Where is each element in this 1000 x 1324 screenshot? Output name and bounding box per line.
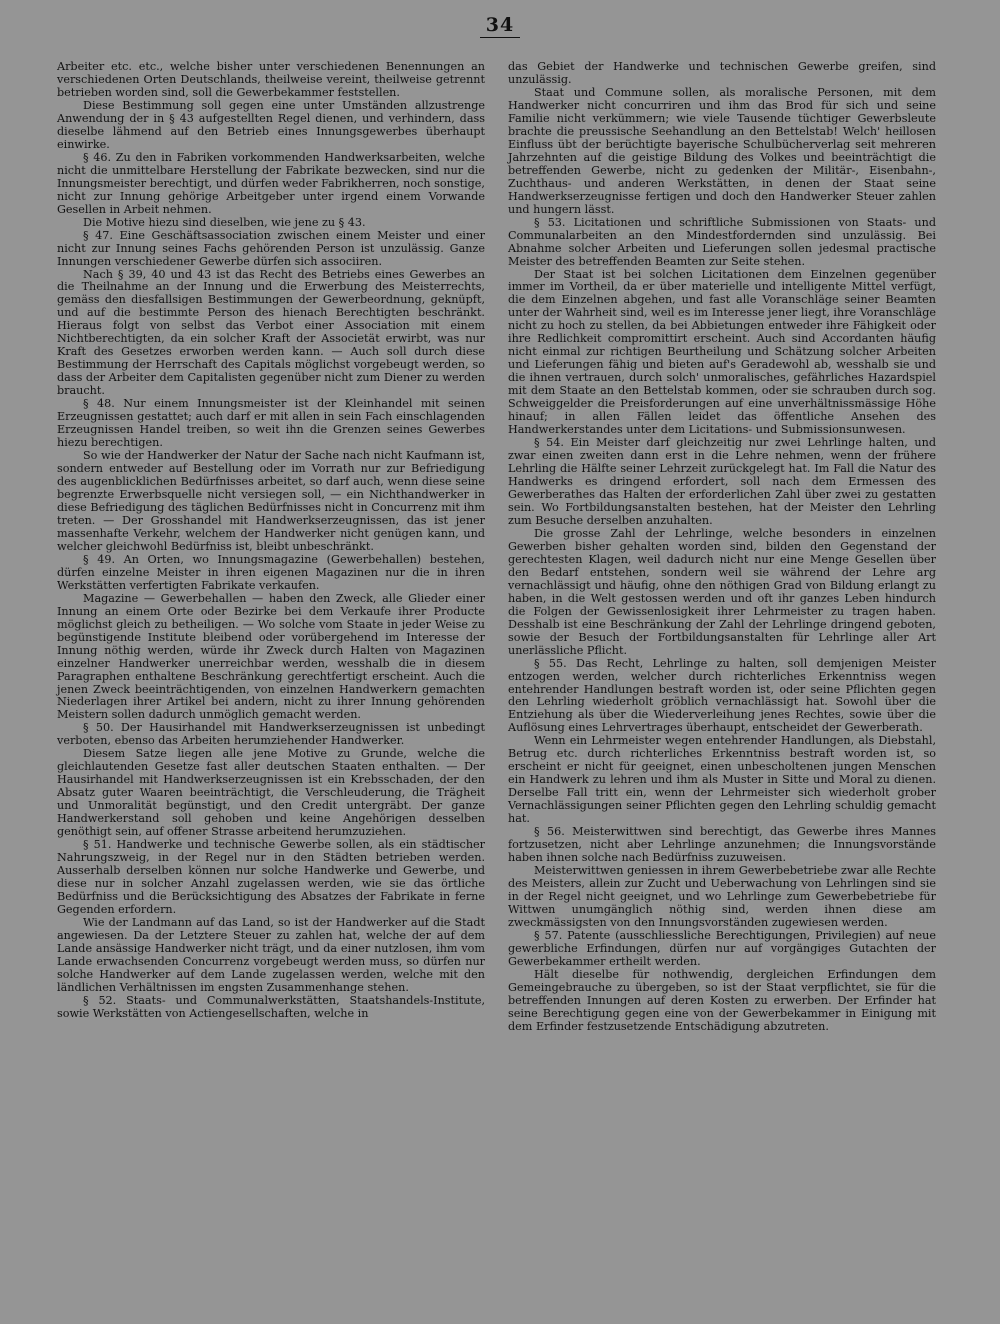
paragraph: § 47. Eine Geschäftsassociation zwischen einem Meister und einer nicht zur Innung seines Fachs gehörenden Person ist unzulässig. Ganze Innungen verschiedener Gewerbe dürfen sich associiren. (57, 228, 485, 268)
paragraph: § 57. Patente (ausschliessliche Berechtigungen, Privilegien) auf neue gewerbliche Erfindungen, dürfen nur auf vorgängiges Gutachten der Gewerbekammer ertheilt werden. (508, 928, 936, 968)
paragraph: So wie der Handwerker der Natur der Sache nach nicht Kaufmann ist, sondern entweder auf Bestellung oder im Vorrath nur zur Befriedigung des augenblicklichen Bedürfnisses arbeitet, so darf auch, wenn diese seine begrenzte Erwerbsquelle nicht versiegen soll, — ein Nichthandwerker in diese Befriedigung des täglichen Bedürfnisses nicht in Concurrenz mit ihm treten. — Der Grosshandel mit Handwerkserzeugnissen, das ist jener massenhafte Verkehr, welchem der Handwerker nicht genügen kann, und welcher gleichwohl Bedürfniss ist, bleibt unbeschränkt. (57, 449, 485, 553)
paragraph: § 51. Handwerke und technische Gewerbe sollen, als ein städtischer Nahrungszweig, in der Regel nur in den Städten betrieben werden. Ausserhalb derselben können nur solche Handwerke und Gewerbe, und diese nur in solcher Anzahl zugelassen werden, wie sie das örtliche Bedürfniss und die Berücksichtigung des Absatzes der Fabrikate in ferne Gegenden erfordern. (57, 838, 485, 916)
right-column (508, 61, 936, 1034)
paragraph: Wenn ein Lehrmeister wegen entehrender Handlungen, als Diebstahl, Betrug etc. durch richterliches Erkenntniss bestraft worden ist, so erscheint er nicht für geeignet, einen unbescholtenen jungen Menschen ein Handwerk zu lehren und ihm als Muster in Sitte und Moral zu dienen. Derselbe Fall tritt ein, wenn der Lehrmeister sich wiederholt grober Vernachlässigungen seiner Pflichten gegen den Lehrling schuldig gemacht hat. (508, 734, 936, 826)
paragraph: das Gebiet der Handwerke und technischen Gewerbe greifen, sind unzulässig. (508, 60, 936, 86)
paragraph: Hält dieselbe für nothwendig, dergleichen Erfindungen dem Gemeingebrauche zu übergeben, so ist der Staat verpflichtet, sie für die betreffenden Innungen auf deren Kosten zu erwerben. Der Erfinder hat seine Berechtigung gegen eine von der Gewerbekammer in Einigung mit dem Erfinder festzusetzende Entschädigung abzutreten. (508, 967, 936, 1033)
paragraph: Magazine — Gewerbehallen — haben den Zweck, alle Glieder einer Innung an einem Orte oder Bezirke bei dem Verkaufe ihrer Producte möglichst gleich zu betheiligen. — Wo solche vom Staate in jeder Weise zu begünstigende Institute bleibend oder vorübergehend im Interesse der Innung nöthig werden, würde ihr Zweck durch Halten von Magazinen einzelner Handwerker unerreichbar werden, wesshalb die in diesem Paragraphen enthaltene Beschränkung gerechtfertigt erscheint. Auch die jenen Zweck beeinträchtigenden, von einzelnen Handwerkern gemachten Niederlagen ihrer Artikel bei andern, nicht zu ihrer Innung gehörenden Meistern sollen dadurch unmöglich gemacht werden. (57, 591, 485, 722)
paragraph: Meisterwittwen geniessen in ihrem Gewerbebetriebe zwar alle Rechte des Meisters, allein zur Zucht und Ueberwachung von Lehrlingen sind sie in der Regel nicht geeignet, und wo Lehrlinge zum Gewerbebetriebe für Wittwen unumgänglich nöthig sind, werden ihnen diese am zweckmässigsten von den Innungsvorständen zugewiesen werden. (508, 864, 936, 929)
paragraph: § 50. Der Hausirhandel mit Handwerkserzeugnissen ist unbedingt verboten, ebenso das Arbeiten herumziehender Handwerker. (57, 721, 485, 748)
paragraph: Arbeiter etc. etc., welche bisher unter verschiedenen Benennungen an verschiedenen Orten Deutschlands, theilweise vereint, theilweise getrennt betrieben worden sind, soll die Gewerbekammer feststellen. (57, 60, 485, 99)
page-number (0, 14, 1000, 38)
paragraph: § 54. Ein Meister darf gleichzeitig nur zwei Lehrlinge halten, und zwar einen zweiten dann erst in die Lehre nehmen, wenn der frühere Lehrling die Hälfte seiner Lehrzeit zurückgelegt hat. Im Fall die Natur des Handwerks es dringend erfordert, soll nach dem Ermessen des Gewerberathes das Halten der erforderlichen Zahl über zwei zu gestatten sein. Wo Fortbildungsanstalten bestehen, hat der Meister den Lehrling zum Besuche derselben anzuhalten. (508, 436, 936, 527)
paragraph: Die Motive hiezu sind dieselben, wie jene zu § 43. (83, 215, 366, 229)
paragraph: § 46. Zu den in Fabriken vorkommenden Handwerksarbeiten, welche nicht die unmittelbare Herstellung der Fabrikate bezwecken, sind nur die Innungsmeister berechtigt, und dürfen weder Fabrikherren, noch sonstige, nicht zur Innung gehörige Arbeitgeber unter irgend einem Vorwande Gesellen in Arbeit nehmen. (57, 150, 485, 216)
paragraph: Diesem Satze liegen alle jene Motive zu Grunde, welche die gleichlautenden Gesetze fast aller deutschen Staaten enthalten. — Der Hausirhandel mit Handwerkserzeugnissen ist ein Krebsschaden, der den Absatz guter Waaren beeinträchtigt, die Verschleuderung, die Trägheit und Unmoralität begünstigt, und den Credit untergräbt. Der ganze Handwerkerstand soll gehoben und keine Angehörigen desselben genöthigt sein, auf offener Strasse arbeitend herumzuziehen. (57, 747, 485, 839)
paragraph: Die grosse Zahl der Lehrlinge, welche besonders in einzelnen Gewerben bisher gehalten worden sind, bilden den Gegenstand der gerechtesten Klagen, weil dadurch nicht nur eine Menge Gesellen über den Bedarf entstehen, sondern weil sie während der Lehre arg vernachlässigt und häufig, ohne den nöthigen Grad von Bildung erlangt zu haben, in die Welt gestossen werden und oft ihr ganzes Leben hindurch die Folgen der Gewissenlosigkeit ihrer Lehrmeister zu tragen haben. Desshalb ist eine Beschränkung der Zahl der Lehrlinge dringend geboten, sowie der Besuch der Fortbildungsanstalten für Lehrlinge aller Art unerlässliche Pflicht. (508, 526, 936, 657)
paragraph: Nach § 39, 40 und 43 ist das Recht des Betriebs eines Gewerbes an die Theilnahme an der Innung und die Erwerbung des Meisterrechts, gemäss den diesfallsigen Bestimmungen der Gewerbeordnung, geknüpft, und auf die bestimmte Person des hienach Berechtigten beschränkt. Hieraus folgt von selbst das Verbot einer Association mit einem Nichtberechtigten, da ein solcher Kraft der Associetät erwirbt, was nur Kraft des Gesetzes erworben werden kann. — Auch soll durch diese Bestimmung der Herrschaft des Capitals möglichst vorgebeugt werden, so dass der Arbeiter dem Capitalisten gegenüber nicht zum Diener zu werden braucht. (57, 267, 485, 398)
paragraph: Der Staat ist bei solchen Licitationen dem Einzelnen gegenüber immer im Vortheil, da er über materielle und intelligente Mittel verfügt, die dem Einzelnen abgehen, und fast alle Voranschläge seiner Beamten unter der Wahrheit sind, weil es im Interesse jener liegt, ihre Voranschläge nicht zu hoch zu stellen, da bei Abbietungen entweder ihre Fähigkeit oder ihre Redlichkeit compromittirt erscheint. Auch sind Accordanten häufig nicht einmal zur richtigen Beurtheilung und Schätzung solcher Arbeiten und Lieferungen fähig und bieten auf's Geradewohl ab, wesshalb sie und die ihnen vertrauen, durch solch' unmoralisches, gefährliches Hazardspiel mit dem Staate an den Bettelstab kommen, oder sie schrauben durch sog. Schweiggelder die Preisforderungen auf eine unverhältnissmässige Höhe hinauf; in allen Fällen leidet das öffentliche Ansehen des Handwerkerstandes unter dem Licitations- und Submissionsunwesen. (508, 267, 936, 437)
paragraph: Wie der Landmann auf das Land, so ist der Handwerker auf die Stadt angewiesen. Da der Letztere Steuer zu zahlen hat, welche der auf dem Lande ansässige Handwerker nicht trägt, und da einer nutzlosen, ihm vom Lande erwachsenden Concurrenz vorgebeugt werden muss, so dürfen nur solche Handwerker auf dem Lande zugelassen werden, welche mit den ländlichen Verhältnissen im engsten Zusammenhange stehen. (57, 915, 485, 994)
paragraph: § 49. An Orten, wo Innungsmagazine (Gewerbehallen) bestehen, dürfen einzelne Meister in ihren eigenen Magazinen nur die in ihren Werkstätten verfertigten Fabrikate verkaufen. (57, 552, 485, 592)
paragraph: § 48. Nur einem Innungsmeister ist der Kleinhandel mit seinen Erzeugnissen gestattet; auch darf er mit allen in sein Fach einschlagenden Erzeugnissen Handel treiben, so weit ihn die Grenzen seines Gewerbes hiezu berechtigen. (57, 397, 485, 450)
left-column (57, 61, 485, 1021)
paragraph: § 55. Das Recht, Lehrlinge zu halten, soll demjenigen Meister entzogen werden, welcher durch richterliches Erkenntniss wegen entehrender Handlungen bestraft worden ist, oder seine Pflichten gegen den Lehrling wiederholt gröblich vernachlässigt hat. Sowohl über die Entziehung als über die Wiederverleihung jenes Rechtes, sowie über die Auflösung eines Lehrvertrages überhaupt, entscheidet der Gewerberath. (508, 656, 936, 735)
paragraph: § 53. Licitationen und schriftliche Submissionen von Staats- und Communalarbeiten an den Mindestfordernden sind unzulässig. Bei Abnahme solcher Arbeiten und Lieferungen sollen jedesmal practische Meister des betreffenden Beamten zur Seite stehen. (508, 215, 936, 268)
paragraph: § 52. Staats- und Communalwerkstätten, Staatshandels-Institute, sowie Werkstätten von Actiengesellschaften, welche in (57, 993, 485, 1020)
paragraph: Diese Bestimmung soll gegen eine unter Umständen allzustrenge Anwendung der in § 43 aufgestellten Regel dienen, und verhindern, dass dieselbe lähmend auf den Betrieb eines Innungsgewerbes überhaupt einwirke. (57, 98, 485, 151)
paragraph: § 56. Meisterwittwen sind berechtigt, das Gewerbe ihres Mannes fortzusetzen, nicht aber Lehrlinge anzunehmen; die Innungsvorstände haben ihnen solche nach Bedürfniss zuzuweisen. (508, 825, 936, 865)
paragraph: Staat und Commune sollen, als moralische Personen, mit dem Handwerker nicht concurriren und ihm das Brod für sich und seine Familie nicht verkümmern; wie viele Tausende tüchtiger Gewerbsleute brachte die preussische Seehandlung an den Bettelstab! Welch' heillosen Einfluss übt der berüchtigte bayerische Schulbücherverlag seit mehreren Jahrzehnten auf die geistige Bildung des Volkes und beeinträchtigt die betreffenden Gewerbe, nicht zu gedenken der Militär-, Eisenbahn-, Zuchthaus- und anderen Werkstätten, in denen der Staat seine Handwerkserzeugnisse fertigen und doch den Handwerker Steuer zahlen und hungern lässt. (508, 85, 936, 216)
page-number-text: 34 (480, 14, 520, 38)
